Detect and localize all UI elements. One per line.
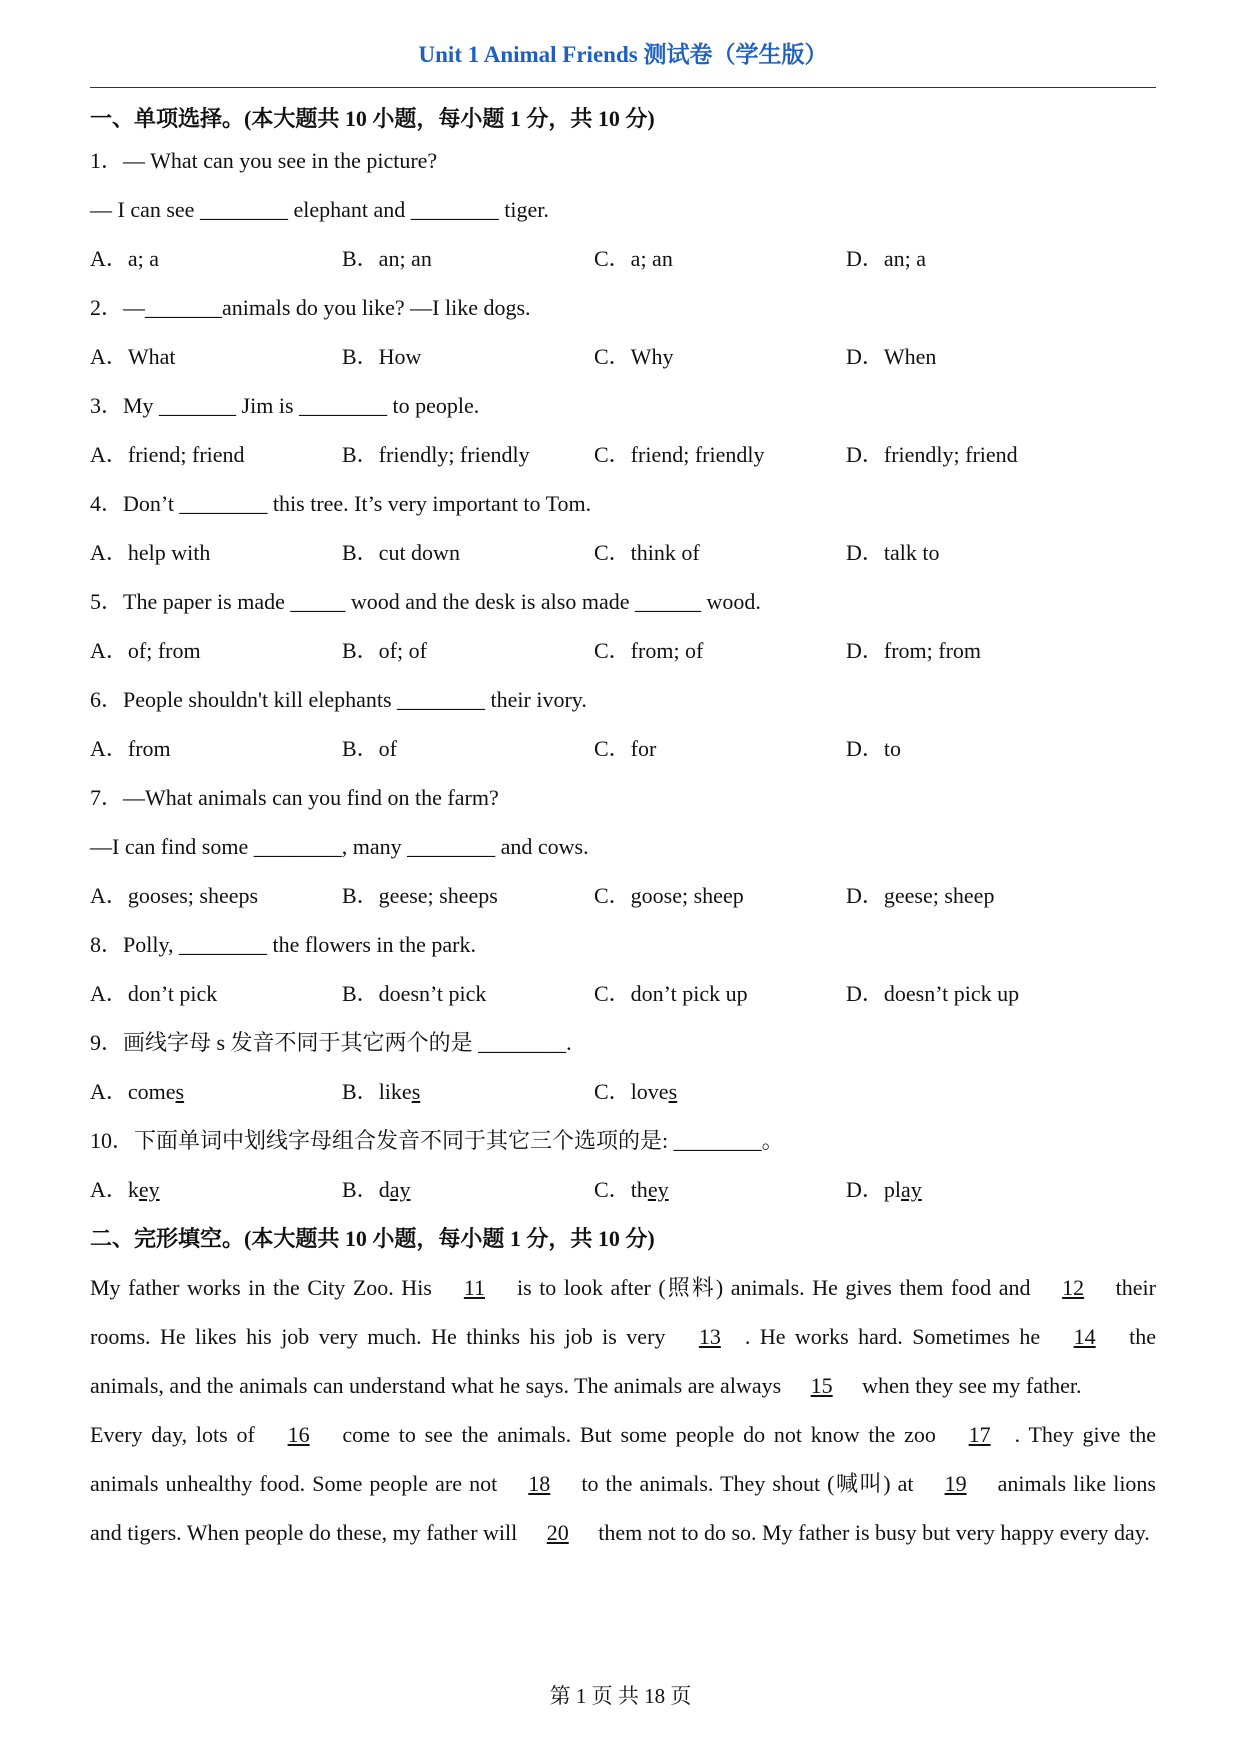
paragraph-text: come to see the animals. But some people do not know the zoo <box>333 1422 945 1447</box>
answer-option[interactable] <box>342 1067 594 1116</box>
answer-option[interactable]: D．talk to <box>846 540 940 565</box>
answer-option[interactable]: B．of; of <box>342 638 427 663</box>
option-label: C． <box>594 1079 631 1104</box>
answer-option[interactable]: D．an; a <box>846 246 927 271</box>
answer-option[interactable]: A．What <box>90 344 176 369</box>
question-text: 6．People shouldn't kill elephants ________ their ivory. <box>90 687 587 712</box>
underlined-letters: s <box>411 1079 421 1104</box>
answer-option[interactable]: C．a; an <box>594 246 673 271</box>
option-word: d <box>378 1177 390 1202</box>
option-word: k <box>127 1177 139 1202</box>
page-footer: 第 1 页 共 18 页 <box>549 1684 692 1708</box>
question-text: 10．下面单词中划线字母组合发音不同于其它三个选项的是: ________。 <box>90 1128 784 1153</box>
question-text: 9．画线字母 s 发音不同于其它两个的是 ________. <box>90 1030 572 1055</box>
answer-option[interactable]: D．friendly; friend <box>846 442 1018 467</box>
options-row <box>90 332 1156 381</box>
cloze-blank[interactable]: 20 <box>546 1520 569 1545</box>
options-row <box>90 1165 1156 1214</box>
answer-option[interactable]: B．friendly; friendly <box>342 442 530 467</box>
option-label: B． <box>342 1177 379 1202</box>
page <box>90 0 1156 1557</box>
paragraph-text: Every day, lots of <box>90 1422 264 1447</box>
option-word: th <box>630 1177 648 1202</box>
question-text: 8．Polly, ________ the flowers in the park. <box>90 932 476 957</box>
paragraph-text: My father works in the City Zoo. His <box>90 1275 440 1300</box>
answer-option[interactable]: D．to <box>846 736 902 761</box>
answer-option[interactable] <box>846 1165 1098 1214</box>
answer-option[interactable]: B．an; an <box>342 246 432 271</box>
header-divider <box>90 87 1156 88</box>
answer-option[interactable]: D．from; from <box>846 638 982 663</box>
answer-option[interactable]: A．help with <box>90 540 211 565</box>
option-label: D． <box>846 1177 884 1202</box>
answer-option[interactable]: B．doesn’t pick <box>342 981 487 1006</box>
options-row <box>90 234 1156 283</box>
question-text: 2．—_______animals do you like? —I like dogs. <box>90 295 531 320</box>
underlined-letters: ey <box>138 1177 160 1202</box>
answer-option[interactable]: A．of; from <box>90 638 201 663</box>
page-title: Unit 1 Animal Friends 测试卷（学生版） <box>418 42 828 67</box>
options-row <box>90 724 1156 773</box>
question-text: 3．My _______ Jim is ________ to people. <box>90 393 480 418</box>
answer-option[interactable]: C．think of <box>594 540 700 565</box>
underlined-letters: ay <box>901 1177 922 1202</box>
section-2-heading: 二、完形填空。(本大题共 10 小题，每小题 1 分，共 10 分) <box>90 1226 655 1251</box>
answer-option[interactable]: C．Why <box>594 344 674 369</box>
answer-option[interactable]: A．friend; friend <box>90 442 245 467</box>
underlined-letters: ay <box>389 1177 411 1202</box>
cloze-blank[interactable]: 16 <box>287 1422 310 1447</box>
cloze-blank[interactable]: 15 <box>810 1373 833 1398</box>
option-label: A． <box>90 1079 128 1104</box>
question-text: — I can see ________ elephant and ________ tiger. <box>90 197 549 222</box>
answer-option[interactable]: A．a; a <box>90 246 160 271</box>
answer-option[interactable]: B．cut down <box>342 540 460 565</box>
paragraph-text: when they see my father. <box>856 1373 1082 1398</box>
answer-option[interactable] <box>90 1165 342 1214</box>
question-list <box>90 136 1156 1214</box>
paragraph-text: to the animals. They shout (喊叫) at <box>574 1471 921 1496</box>
cloze-blank[interactable]: 19 <box>944 1471 967 1496</box>
answer-option[interactable]: C．from; of <box>594 638 704 663</box>
answer-option[interactable]: B．How <box>342 344 422 369</box>
option-word: love <box>630 1079 669 1104</box>
underlined-letters: ey <box>647 1177 669 1202</box>
paragraph-text: animals like lions and tigers. When people do these, my father will <box>90 1471 1156 1545</box>
cloze-blank[interactable]: 11 <box>463 1275 486 1300</box>
answer-option[interactable]: D．doesn’t pick up <box>846 981 1020 1006</box>
answer-option[interactable] <box>594 1067 846 1116</box>
section-1-heading: 一、单项选择。(本大题共 10 小题，每小题 1 分，共 10 分) <box>90 106 655 131</box>
option-word: come <box>127 1079 176 1104</box>
options-row <box>90 969 1156 1018</box>
answer-option[interactable]: A．from <box>90 736 171 761</box>
option-label: B． <box>342 1079 379 1104</box>
paragraph-text: is to look after (照料) animals. He gives them food and <box>509 1275 1039 1300</box>
paragraph-text: . They give the animals unhealthy food. Some people are not <box>90 1422 1156 1496</box>
options-row <box>90 871 1156 920</box>
options-row <box>90 430 1156 479</box>
cloze-blank[interactable]: 12 <box>1062 1275 1085 1300</box>
paragraph-text: them not to do so. My father is busy but very happy every day. <box>592 1520 1150 1545</box>
paragraph-text: their rooms. He likes his job very much. He thinks his job is very <box>90 1275 1156 1349</box>
answer-option[interactable]: C．friend; friendly <box>594 442 765 467</box>
paragraph-text: . He works hard. Sometimes he <box>744 1324 1050 1349</box>
cloze-blank[interactable]: 17 <box>968 1422 991 1447</box>
cloze-blank[interactable]: 13 <box>698 1324 721 1349</box>
question-text: 4．Don’t ________ this tree. It’s very important to Tom. <box>90 491 592 516</box>
underlined-letters: s <box>175 1079 185 1104</box>
answer-option[interactable]: B．of <box>342 736 398 761</box>
option-label: C． <box>594 1177 631 1202</box>
question-text: 7．—What animals can you find on the farm? <box>90 785 499 810</box>
cloze-paragraph-1 <box>90 1263 1156 1410</box>
cloze-blank[interactable]: 14 <box>1073 1324 1096 1349</box>
answer-option[interactable] <box>90 1067 342 1116</box>
underlined-letters: s <box>668 1079 678 1104</box>
answer-option[interactable]: D．geese; sheep <box>846 883 995 908</box>
answer-option[interactable]: C．for <box>594 736 657 761</box>
answer-option[interactable]: A．gooses; sheeps <box>90 883 259 908</box>
answer-option[interactable]: C．goose; sheep <box>594 883 744 908</box>
answer-option[interactable] <box>594 1165 846 1214</box>
question-text: 1．— What can you see in the picture? <box>90 148 438 173</box>
question-text: 5．The paper is made _____ wood and the desk is also made ______ wood. <box>90 589 761 614</box>
cloze-paragraph-2 <box>90 1410 1156 1557</box>
answer-option[interactable]: A．don’t pick <box>90 981 218 1006</box>
options-row <box>90 1067 1156 1116</box>
answer-option[interactable]: B．geese; sheeps <box>342 883 498 908</box>
option-label: A． <box>90 1177 128 1202</box>
answer-option[interactable]: D．When <box>846 344 937 369</box>
paragraph-text: the animals, and the animals can understand what he says. The animals are always <box>90 1324 1156 1398</box>
option-word: pl <box>883 1177 902 1202</box>
cloze-blank[interactable]: 18 <box>528 1471 551 1496</box>
options-row <box>90 528 1156 577</box>
answer-option[interactable]: C．don’t pick up <box>594 981 748 1006</box>
option-word: like <box>378 1079 412 1104</box>
answer-option[interactable] <box>342 1165 594 1214</box>
options-row <box>90 626 1156 675</box>
question-text: —I can find some ________, many ________ and cows. <box>90 834 589 859</box>
